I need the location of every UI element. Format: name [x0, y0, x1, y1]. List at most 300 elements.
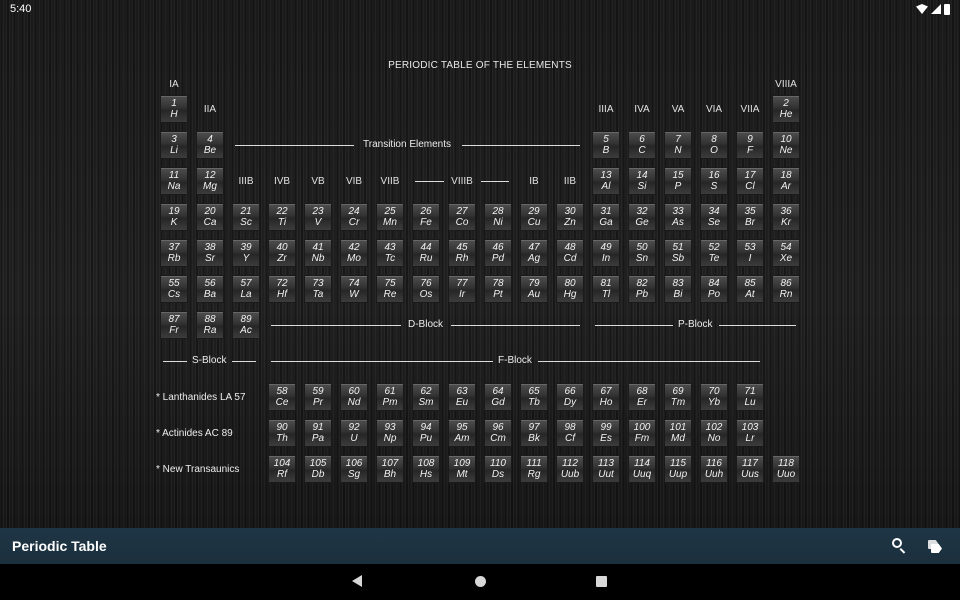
element-ac[interactable]: [232, 311, 260, 339]
element-lr[interactable]: [736, 419, 764, 447]
recents-icon[interactable]: [596, 576, 607, 587]
element-symbol: Fr: [169, 325, 179, 336]
element-symbol: Sm: [418, 397, 434, 408]
atomic-number: 22: [276, 206, 288, 217]
element-symbol: Fe: [420, 217, 432, 228]
element-cf[interactable]: [556, 419, 584, 447]
element-uuo[interactable]: [772, 455, 800, 483]
app-bar: [0, 528, 960, 564]
element-w[interactable]: [340, 275, 368, 303]
element-sr[interactable]: [196, 239, 224, 267]
atomic-number: 101: [669, 422, 687, 433]
element-symbol: Si: [637, 181, 647, 192]
label-button[interactable]: [927, 538, 945, 556]
element-symbol: Dy: [563, 397, 577, 408]
group-label: VIIA: [740, 104, 760, 115]
element-db[interactable]: [304, 455, 332, 483]
element-uub[interactable]: [556, 455, 584, 483]
element-symbol: Sc: [240, 217, 252, 228]
back-icon[interactable]: [352, 575, 362, 587]
atomic-number: 20: [204, 206, 216, 217]
element-symbol: Ce: [275, 397, 289, 408]
group-label: VIIB: [380, 176, 400, 187]
element-al[interactable]: [592, 167, 620, 195]
element-ho[interactable]: [592, 383, 620, 411]
lanthanides-label: * Lanthanides LA 57: [156, 392, 246, 403]
element-symbol: Sb: [671, 253, 685, 264]
element-zr[interactable]: [268, 239, 296, 267]
atomic-number: 79: [528, 278, 540, 289]
atomic-number: 23: [312, 206, 324, 217]
element-nd[interactable]: [340, 383, 368, 411]
element-symbol: Li: [170, 145, 178, 156]
element-zn[interactable]: [556, 203, 584, 231]
element-ag[interactable]: [520, 239, 548, 267]
atomic-number: 44: [420, 242, 432, 253]
element-md[interactable]: [664, 419, 692, 447]
element-symbol: I: [748, 253, 752, 264]
element-tc[interactable]: [376, 239, 404, 267]
element-symbol: Ba: [203, 289, 217, 300]
element-in[interactable]: [592, 239, 620, 267]
atomic-number: 25: [384, 206, 396, 217]
element-eu[interactable]: [448, 383, 476, 411]
f-block-label: F-Block: [498, 355, 532, 366]
element-cu[interactable]: [520, 203, 548, 231]
element-symbol: Zr: [277, 253, 287, 264]
atomic-number: 105: [309, 458, 327, 469]
atomic-number: 7: [675, 134, 681, 145]
element-mo[interactable]: [340, 239, 368, 267]
element-symbol: La: [240, 289, 252, 300]
atomic-number: 18: [780, 170, 792, 181]
element-cs[interactable]: [160, 275, 188, 303]
atomic-number: 24: [348, 206, 360, 217]
element-ba[interactable]: [196, 275, 224, 303]
element-sg[interactable]: [340, 455, 368, 483]
element-symbol: Pr: [313, 397, 323, 408]
element-sc[interactable]: [232, 203, 260, 231]
atomic-number: 28: [492, 206, 504, 217]
atomic-number: 69: [672, 386, 684, 397]
p-block-label: P-Block: [678, 319, 713, 330]
element-symbol: Cf: [565, 433, 575, 444]
element-ar[interactable]: [772, 167, 800, 195]
element-mn[interactable]: [376, 203, 404, 231]
element-h[interactable]: [160, 95, 188, 123]
atomic-number: 58: [276, 386, 288, 397]
p-block-line-right: [719, 325, 796, 326]
element-fm[interactable]: [628, 419, 656, 447]
element-symbol: S: [710, 181, 718, 192]
atomic-number: 27: [456, 206, 468, 217]
atomic-number: 114: [634, 458, 650, 469]
element-symbol: B: [602, 145, 610, 156]
element-symbol: No: [707, 433, 721, 444]
element-es[interactable]: [592, 419, 620, 447]
element-symbol: Db: [311, 469, 325, 480]
atomic-number: 34: [708, 206, 720, 217]
element-f[interactable]: [736, 131, 764, 159]
element-ra[interactable]: [196, 311, 224, 339]
element-symbol: Fm: [634, 433, 650, 444]
element-symbol: W: [349, 289, 359, 300]
atomic-number: 52: [708, 242, 720, 253]
element-th[interactable]: [268, 419, 296, 447]
element-s[interactable]: [700, 167, 728, 195]
atomic-number: 39: [240, 242, 252, 253]
element-na[interactable]: [160, 167, 188, 195]
element-yb[interactable]: [700, 383, 728, 411]
element-rg[interactable]: [520, 455, 548, 483]
element-ca[interactable]: [196, 203, 224, 231]
atomic-number: 63: [456, 386, 468, 397]
element-sn[interactable]: [628, 239, 656, 267]
element-symbol: Kr: [781, 217, 791, 228]
element-mt[interactable]: [448, 455, 476, 483]
viiib-line-left: [415, 181, 444, 182]
atomic-number: 57: [240, 278, 252, 289]
element-symbol: Pt: [493, 289, 503, 300]
element-b[interactable]: [592, 131, 620, 159]
atomic-number: 100: [633, 422, 651, 433]
atomic-number: 31: [600, 206, 612, 217]
element-symbol: Eu: [455, 397, 469, 408]
s-block-line-right: [232, 361, 256, 362]
element-hg[interactable]: [556, 275, 584, 303]
element-sm[interactable]: [412, 383, 440, 411]
atomic-number: 95: [456, 422, 468, 433]
element-symbol: H: [170, 109, 178, 120]
atomic-number: 111: [526, 458, 542, 469]
element-symbol: C: [638, 145, 646, 156]
viiib-line-right: [481, 181, 509, 182]
element-symbol: Hs: [419, 469, 433, 480]
element-bi[interactable]: [664, 275, 692, 303]
element-os[interactable]: [412, 275, 440, 303]
element-ne[interactable]: [772, 131, 800, 159]
element-symbol: N: [674, 145, 682, 156]
element-gd[interactable]: [484, 383, 512, 411]
element-u[interactable]: [340, 419, 368, 447]
atomic-number: 46: [492, 242, 504, 253]
element-symbol: Uuo: [776, 469, 796, 480]
atomic-number: 21: [240, 206, 252, 217]
element-symbol: Co: [455, 217, 469, 228]
element-lu[interactable]: [736, 383, 764, 411]
element-pb[interactable]: [628, 275, 656, 303]
element-o[interactable]: [700, 131, 728, 159]
element-am[interactable]: [448, 419, 476, 447]
element-he[interactable]: [772, 95, 800, 123]
atomic-number: 65: [528, 386, 540, 397]
element-symbol: Ac: [240, 325, 252, 336]
element-symbol: Na: [167, 181, 181, 192]
element-se[interactable]: [700, 203, 728, 231]
element-rh[interactable]: [448, 239, 476, 267]
atomic-number: 3: [171, 134, 177, 145]
group-label: VA: [671, 104, 685, 115]
element-ni[interactable]: [484, 203, 512, 231]
element-xe[interactable]: [772, 239, 800, 267]
atomic-number: 50: [636, 242, 648, 253]
atomic-number: 5: [603, 134, 609, 145]
element-v[interactable]: [304, 203, 332, 231]
atomic-number: 85: [744, 278, 756, 289]
atomic-number: 38: [204, 242, 216, 253]
element-rf[interactable]: [268, 455, 296, 483]
element-symbol: Ne: [779, 145, 793, 156]
element-po[interactable]: [700, 275, 728, 303]
group-label: IVB: [273, 176, 291, 187]
d-block-line-left: [271, 325, 401, 326]
atomic-number: 88: [204, 314, 216, 325]
element-symbol: Te: [708, 253, 720, 264]
element-ga[interactable]: [592, 203, 620, 231]
atomic-number: 30: [564, 206, 576, 217]
element-symbol: Cm: [490, 433, 506, 444]
element-symbol: Uus: [741, 469, 759, 480]
element-hs[interactable]: [412, 455, 440, 483]
element-la[interactable]: [232, 275, 260, 303]
atomic-number: 82: [636, 278, 648, 289]
element-kr[interactable]: [772, 203, 800, 231]
element-br[interactable]: [736, 203, 764, 231]
element-np[interactable]: [376, 419, 404, 447]
element-pa[interactable]: [304, 419, 332, 447]
atomic-number: 108: [417, 458, 435, 469]
atomic-number: 78: [492, 278, 504, 289]
atomic-number: 37: [168, 242, 180, 253]
element-ce[interactable]: [268, 383, 296, 411]
element-symbol: Ca: [203, 217, 217, 228]
element-pt[interactable]: [484, 275, 512, 303]
atomic-number: 94: [420, 422, 432, 433]
element-symbol: F: [746, 145, 754, 156]
element-symbol: Cu: [527, 217, 541, 228]
d-block-line-right: [451, 325, 580, 326]
group-label: IB: [529, 176, 539, 187]
element-symbol: Sg: [347, 469, 361, 480]
element-symbol: Ge: [635, 217, 649, 228]
element-ir[interactable]: [448, 275, 476, 303]
element-te[interactable]: [700, 239, 728, 267]
element-symbol: Nb: [311, 253, 325, 264]
element-symbol: Ar: [781, 181, 791, 192]
element-symbol: Ag: [527, 253, 541, 264]
atomic-number: 4: [207, 134, 213, 145]
element-symbol: As: [672, 217, 684, 228]
element-as[interactable]: [664, 203, 692, 231]
atomic-number: 77: [456, 278, 468, 289]
element-symbol: Gd: [491, 397, 505, 408]
group-label: VIB: [345, 176, 363, 187]
element-symbol: Uub: [560, 469, 580, 480]
element-cm[interactable]: [484, 419, 512, 447]
atomic-number: 90: [276, 422, 288, 433]
atomic-number: 35: [744, 206, 756, 217]
element-uuq[interactable]: [628, 455, 656, 483]
element-si[interactable]: [628, 167, 656, 195]
element-pr[interactable]: [304, 383, 332, 411]
element-uup[interactable]: [664, 455, 692, 483]
atomic-number: 33: [672, 206, 684, 217]
atomic-number: 55: [168, 278, 180, 289]
element-mg[interactable]: [196, 167, 224, 195]
element-ru[interactable]: [412, 239, 440, 267]
element-cr[interactable]: [340, 203, 368, 231]
element-symbol: In: [601, 253, 611, 264]
element-pm[interactable]: [376, 383, 404, 411]
element-be[interactable]: [196, 131, 224, 159]
element-symbol: Tb: [528, 397, 540, 408]
atomic-number: 66: [564, 386, 576, 397]
element-tm[interactable]: [664, 383, 692, 411]
atomic-number: 40: [276, 242, 288, 253]
element-ta[interactable]: [304, 275, 332, 303]
element-symbol: Rb: [167, 253, 181, 264]
element-symbol: He: [779, 109, 793, 120]
element-symbol: Br: [745, 217, 755, 228]
atomic-number: 112: [562, 458, 578, 469]
atomic-number: 8: [711, 134, 717, 145]
atomic-number: 62: [420, 386, 432, 397]
search-button[interactable]: [891, 538, 909, 556]
element-symbol: Yb: [707, 397, 721, 408]
element-ti[interactable]: [268, 203, 296, 231]
element-uuh[interactable]: [700, 455, 728, 483]
element-pd[interactable]: [484, 239, 512, 267]
atomic-number: 32: [636, 206, 648, 217]
element-symbol: Sn: [635, 253, 649, 264]
element-symbol: P: [674, 181, 682, 192]
element-hf[interactable]: [268, 275, 296, 303]
element-symbol: Y: [242, 253, 250, 264]
group-label: VIIIA: [775, 79, 797, 90]
element-tb[interactable]: [520, 383, 548, 411]
atomic-number: 72: [276, 278, 288, 289]
element-re[interactable]: [376, 275, 404, 303]
element-symbol: Rg: [527, 469, 541, 480]
element-at[interactable]: [736, 275, 764, 303]
atomic-number: 6: [639, 134, 645, 145]
element-ge[interactable]: [628, 203, 656, 231]
element-c[interactable]: [628, 131, 656, 159]
atomic-number: 26: [420, 206, 432, 217]
transition-elements-label: Transition Elements: [363, 139, 451, 150]
atomic-number: 54: [780, 242, 792, 253]
element-symbol: Cs: [167, 289, 181, 300]
page-title: PERIODIC TABLE OF THE ELEMENTS: [388, 60, 572, 71]
atomic-number: 99: [600, 422, 612, 433]
element-symbol: Lu: [744, 397, 756, 408]
element-n[interactable]: [664, 131, 692, 159]
element-symbol: Po: [707, 289, 721, 300]
atomic-number: 86: [780, 278, 792, 289]
element-symbol: Ni: [493, 217, 503, 228]
element-symbol: Ho: [599, 397, 613, 408]
group-label: IIIA: [598, 104, 614, 115]
atomic-number: 42: [348, 242, 360, 253]
element-symbol: K: [170, 217, 178, 228]
atomic-number: 53: [744, 242, 756, 253]
element-y[interactable]: [232, 239, 260, 267]
element-symbol: Am: [454, 433, 470, 444]
element-rb[interactable]: [160, 239, 188, 267]
atomic-number: 70: [708, 386, 720, 397]
atomic-number: 89: [240, 314, 252, 325]
element-er[interactable]: [628, 383, 656, 411]
group-label: VB: [311, 176, 325, 187]
p-block-line-left: [595, 325, 673, 326]
element-pu[interactable]: [412, 419, 440, 447]
element-symbol: Rn: [779, 289, 793, 300]
element-symbol: Rf: [277, 469, 287, 480]
element-bh[interactable]: [376, 455, 404, 483]
element-sb[interactable]: [664, 239, 692, 267]
element-cl[interactable]: [736, 167, 764, 195]
atomic-number: 59: [312, 386, 324, 397]
atomic-number: 49: [600, 242, 612, 253]
element-symbol: Xe: [779, 253, 793, 264]
element-symbol: Al: [601, 181, 611, 192]
element-fe[interactable]: [412, 203, 440, 231]
element-symbol: Es: [600, 433, 612, 444]
element-k[interactable]: [160, 203, 188, 231]
atomic-number: 48: [564, 242, 576, 253]
atomic-number: 116: [706, 458, 722, 469]
element-tl[interactable]: [592, 275, 620, 303]
group-label: VIIIB: [451, 176, 473, 187]
element-symbol: Sr: [205, 253, 215, 264]
element-symbol: Cl: [745, 181, 755, 192]
atomic-number: 84: [708, 278, 720, 289]
element-au[interactable]: [520, 275, 548, 303]
element-symbol: Rh: [455, 253, 469, 264]
element-ds[interactable]: [484, 455, 512, 483]
element-symbol: Tm: [670, 397, 686, 408]
transition-line-right: [462, 145, 580, 146]
element-uut[interactable]: [592, 455, 620, 483]
element-nb[interactable]: [304, 239, 332, 267]
element-bk[interactable]: [520, 419, 548, 447]
atomic-number: 60: [348, 386, 360, 397]
element-rn[interactable]: [772, 275, 800, 303]
group-label: IIIB: [238, 176, 254, 187]
element-p[interactable]: [664, 167, 692, 195]
element-symbol: Hg: [563, 289, 577, 300]
atomic-number: 107: [381, 458, 399, 469]
element-cd[interactable]: [556, 239, 584, 267]
element-symbol: Ti: [277, 217, 287, 228]
element-dy[interactable]: [556, 383, 584, 411]
element-symbol: Mg: [203, 181, 217, 192]
atomic-number: 110: [490, 458, 506, 469]
atomic-number: 118: [778, 458, 794, 469]
element-no[interactable]: [700, 419, 728, 447]
element-symbol: Md: [671, 433, 685, 444]
atomic-number: 11: [168, 170, 180, 181]
home-icon[interactable]: [475, 576, 486, 587]
element-fr[interactable]: [160, 311, 188, 339]
element-i[interactable]: [736, 239, 764, 267]
element-symbol: Pb: [635, 289, 649, 300]
element-co[interactable]: [448, 203, 476, 231]
element-symbol: Ga: [599, 217, 613, 228]
element-symbol: Uuq: [632, 469, 652, 480]
element-li[interactable]: [160, 131, 188, 159]
element-uus[interactable]: [736, 455, 764, 483]
